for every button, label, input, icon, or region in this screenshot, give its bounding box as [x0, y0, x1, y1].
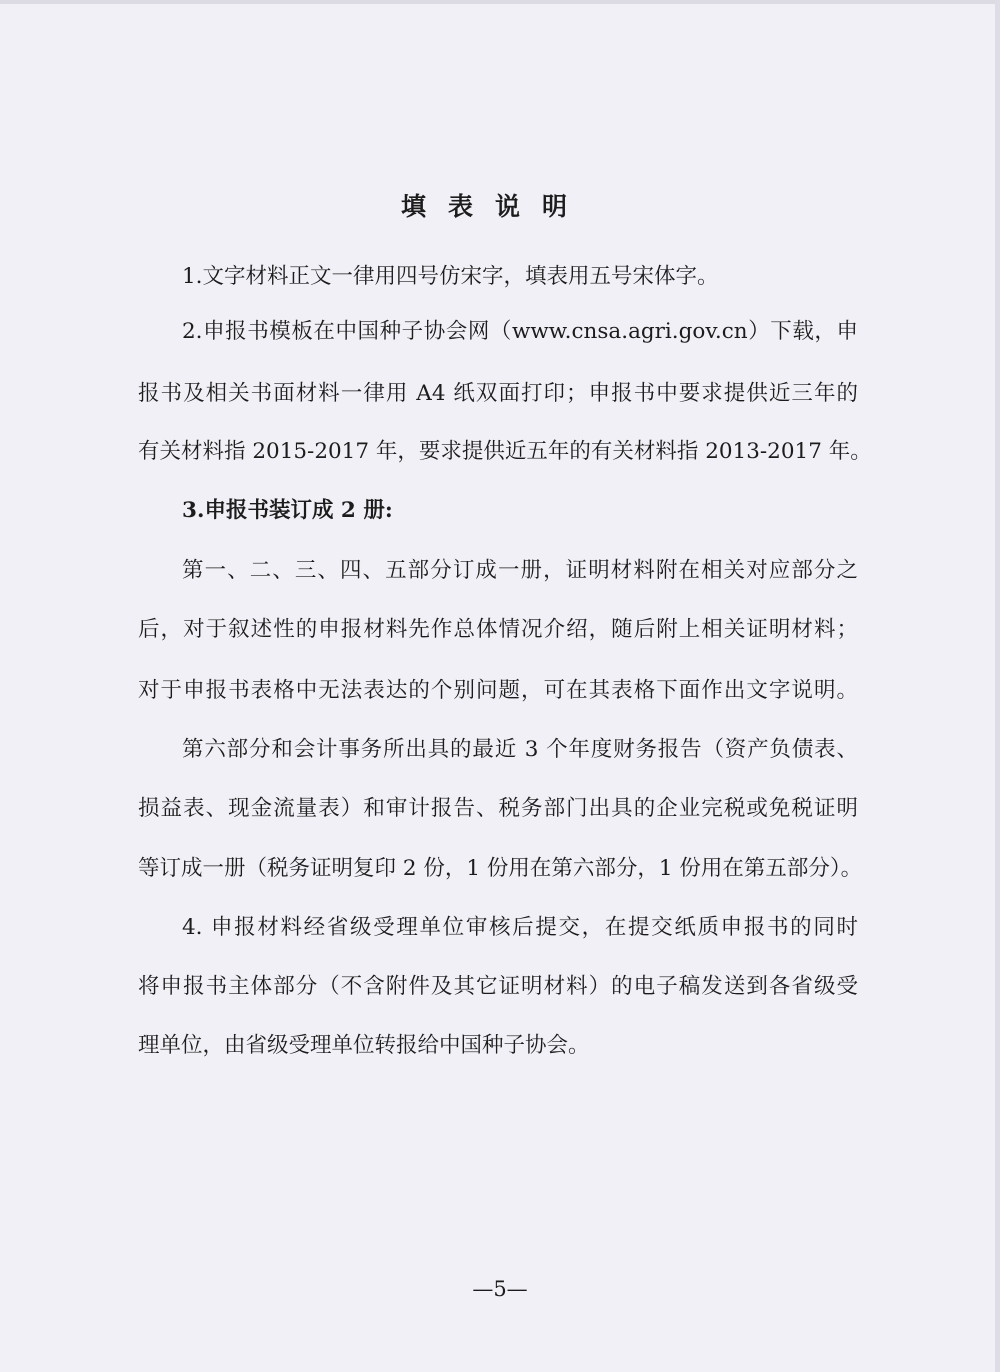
instruction-2-line-3: 有关材料指 2015-2017 年，要求提供近五年的有关材料指 2013-2017 年。: [138, 439, 872, 464]
instruction-3-para-1-line-2: 后，对于叙述性的申报材料先作总体情况介绍，随后附上相关证明材料；: [138, 617, 858, 642]
page-number: —5—: [472, 1277, 528, 1301]
instruction-4-line-3: 理单位，由省级受理单位转报给中国种子协会。: [138, 1033, 590, 1058]
instruction-4-line-1: 4. 申报材料经省级受理单位审核后提交，在提交纸质申报书的同时: [182, 915, 858, 940]
instruction-1: 1.文字材料正文一律用四号仿宋字，填表用五号宋体字。: [182, 264, 719, 289]
page-title: 填表说明: [400, 192, 589, 221]
scan-edge-right: [995, 0, 1000, 1372]
instruction-3-para-2-line-2: 损益表、现金流量表）和审计报告、税务部门出具的企业完税或免税证明: [138, 796, 858, 821]
instruction-4-line-2: 将申报书主体部分（不含附件及其它证明材料）的电子稿发送到各省级受: [138, 974, 858, 999]
instruction-3-para-1-line-3: 对于申报书表格中无法表达的个别问题，可在其表格下面作出文字说明。: [138, 678, 858, 703]
instruction-2-line-1: 2.申报书模板在中国种子协会网（www.cnsa.agri.gov.cn）下载，申: [182, 319, 858, 344]
instruction-3-para-1-line-1: 第一、二、三、四、五部分订成一册，证明材料附在相关对应部分之: [182, 558, 858, 583]
instruction-3-para-2-line-1: 第六部分和会计事务所出具的最近 3 个年度财务报告（资产负债表、: [182, 737, 858, 762]
instruction-2-line-2: 报书及相关书面材料一律用 A4 纸双面打印；申报书中要求提供近三年的: [138, 381, 858, 406]
instruction-3-para-2-line-3: 等订成一册（税务证明复印 2 份，1 份用在第六部分，1 份用在第五部分）。: [138, 856, 863, 881]
scan-edge-top: [0, 0, 1000, 4]
instruction-3-heading: 3.申报书装订成 2 册:: [182, 498, 393, 523]
